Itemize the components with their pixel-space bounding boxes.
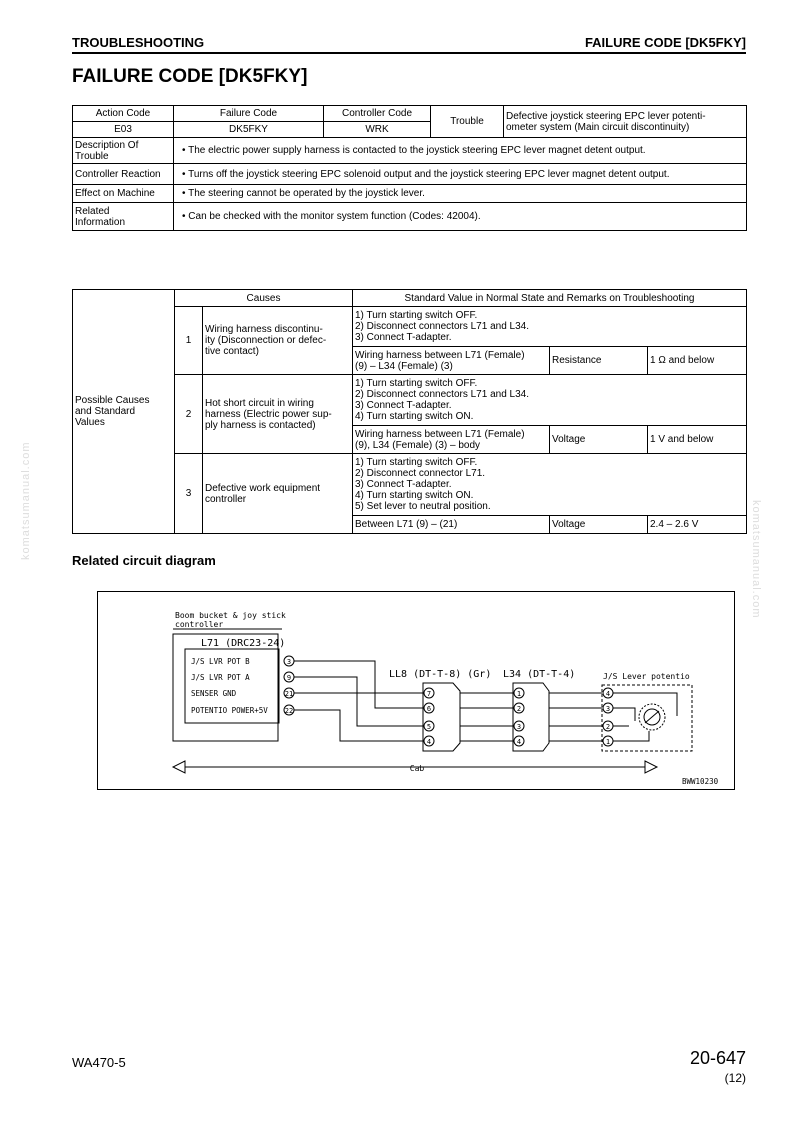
potentiometer-label: J/S Lever potentio	[603, 672, 690, 681]
failure-code-value: DK5FKY	[174, 122, 324, 138]
watermark-right: komatsumanual.com	[750, 500, 762, 619]
measure-point: Between L71 (9) – (21)	[353, 516, 550, 534]
signal-label: POTENTIO POWER+5V	[191, 706, 268, 715]
cause-steps: 1) Turn starting switch OFF. 2) Disconnect connectors L71 and L34. 3) Connect T-adapter. 4) Turn starting switch ON.	[353, 375, 747, 426]
standard-value: 1 V and below	[648, 426, 747, 454]
l71-signals	[191, 657, 268, 715]
cause-text: Wiring harness discontinu- ity (Disconnection or defec- tive contact)	[203, 307, 353, 375]
pin-number: 3	[605, 705, 611, 713]
pin-number: 3	[516, 723, 522, 731]
effect-text: • The steering cannot be operated by the joystick lever.	[174, 185, 747, 203]
related-info-text: • Can be checked with the monitor system function (Codes: 42004).	[174, 203, 747, 231]
standard-header: Standard Value in Normal State and Remarks on Troubleshooting	[353, 290, 747, 307]
trouble-header: Trouble	[431, 106, 504, 138]
pot-wire	[613, 731, 649, 741]
cause-steps: 1) Turn starting switch OFF. 2) Disconnect connectors L71 and L34. 3) Connect T-adapter.	[353, 307, 747, 347]
watermark-left: komatsumanual.com	[20, 441, 32, 560]
cab-arrow-left	[173, 761, 185, 773]
pin-number: 5	[426, 723, 432, 731]
pot-wire	[613, 708, 635, 721]
standard-value: 1 Ω and below	[648, 347, 747, 375]
pin-number: 4	[426, 738, 432, 746]
diagram-code: BWW10230	[682, 777, 719, 786]
action-code-header: Action Code	[73, 106, 174, 122]
measure-item: Voltage	[550, 516, 648, 534]
pin-number: 4	[605, 690, 611, 698]
controller-reaction-label: Controller Reaction	[73, 164, 174, 185]
action-code-value: E03	[73, 122, 174, 138]
pin-number: 21	[284, 690, 294, 698]
controller-code-header: Controller Code	[324, 106, 431, 122]
page-header	[72, 34, 746, 54]
measure-item: Resistance	[550, 347, 648, 375]
failure-info-table	[72, 105, 747, 231]
circuit-section-title: Related circuit diagram	[72, 553, 216, 568]
standard-value: 2.4 – 2.6 V	[648, 516, 747, 534]
signal-label: SENSER GND	[191, 689, 237, 698]
description-label: Description Of Trouble	[73, 138, 174, 164]
pin-number: 1	[516, 690, 522, 698]
controller-label-2: controller	[175, 620, 224, 629]
measure-item: Voltage	[550, 426, 648, 454]
signal-label: J/S LVR POT B	[191, 657, 250, 666]
pin-number: 22	[284, 707, 294, 715]
failure-code-header: Failure Code	[174, 106, 324, 122]
cab-arrow-right	[645, 761, 657, 773]
cause-text: Hot short circuit in wiring harness (Electric power sup- ply harness is contacted)	[203, 375, 353, 454]
header-section: TROUBLESHOOTING	[72, 35, 205, 50]
pin-number: 7	[426, 690, 432, 698]
cause-number: 2	[175, 375, 203, 454]
footer-model: WA470-5	[72, 1055, 126, 1070]
pin-number: 2	[605, 723, 611, 731]
causes-table	[72, 289, 747, 534]
potentiometer-symbol	[613, 693, 677, 741]
controller-label-1: Boom bucket & joy stick	[175, 611, 286, 620]
controller-code-value: WRK	[324, 122, 431, 138]
controller-reaction-text: • Turns off the joystick steering EPC solenoid output and the joystick steering EPC lever magnet detent output.	[174, 164, 747, 185]
pin-number: 4	[516, 738, 522, 746]
effect-label: Effect on Machine	[73, 185, 174, 203]
pin-number: 1	[605, 738, 611, 746]
cause-text: Defective work equipment controller	[203, 454, 353, 534]
trouble-text: Defective joystick steering EPC lever potenti- ometer system (Main circuit discontinuity)	[504, 106, 747, 138]
measure-point: Wiring harness between L71 (Female) (9) – L34 (Female) (3)	[353, 347, 550, 375]
pot-wiper	[645, 711, 659, 723]
cause-steps: 1) Turn starting switch OFF. 2) Disconnect connector L71. 3) Connect T-adapter. 4) Turn starting switch ON. 5) Set lever to neutral position.	[353, 454, 747, 516]
pin-number: 6	[426, 705, 432, 713]
l71-pin-numbers	[285, 658, 293, 715]
possible-causes-label: Possible Causes and Standard Values	[73, 290, 175, 534]
l71-connector-label: L71 (DRC23-24)	[201, 638, 286, 649]
footer-revision: (12)	[724, 1071, 746, 1085]
related-info-label: Related Information	[73, 203, 174, 231]
cab-range	[173, 761, 657, 773]
measure-point: Wiring harness between L71 (Female) (9), L34 (Female) (3) – body	[353, 426, 550, 454]
cause-number: 3	[175, 454, 203, 534]
signal-label: J/S LVR POT A	[191, 673, 250, 682]
controller-box	[173, 634, 278, 741]
l34-connector-label: L34 (DT-T-4)	[503, 669, 576, 680]
pin-number: 9	[286, 674, 292, 682]
wire	[294, 677, 423, 726]
cab-label: Cab	[409, 764, 425, 773]
pin-number: 2	[516, 705, 522, 713]
cause-number: 1	[175, 307, 203, 375]
header-code: FAILURE CODE [DK5FKY]	[584, 35, 746, 50]
ll8-connector-label: LL8 (DT-T-8) (Gr)	[389, 669, 492, 680]
causes-header: Causes	[175, 290, 353, 307]
footer-page-number: 20-647	[689, 1048, 746, 1068]
pin-number: 3	[286, 658, 292, 666]
description-text: • The electric power supply harness is contacted to the joystick steering EPC lever magnet detent output.	[174, 138, 747, 164]
page-title: FAILURE CODE [DK5FKY]	[72, 66, 308, 87]
circuit-diagram	[97, 591, 737, 791]
